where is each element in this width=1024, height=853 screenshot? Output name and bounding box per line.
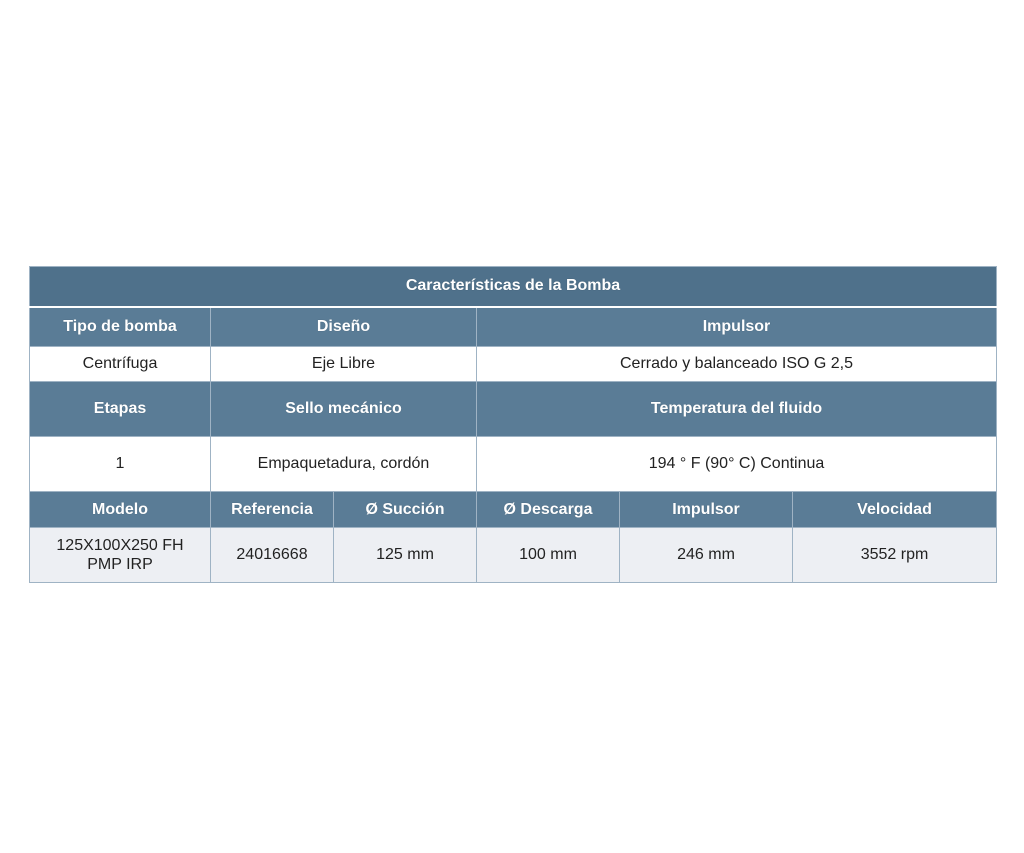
value-impulsor-2: 246 mm xyxy=(620,528,793,583)
header-succion: Ø Succión xyxy=(334,492,477,528)
header-diseno: Diseño xyxy=(211,307,477,347)
value-velocidad: 3552 rpm xyxy=(793,528,997,583)
header-temperatura: Temperatura del fluido xyxy=(477,382,997,437)
header-impulsor-1: Impulsor xyxy=(477,307,997,347)
value-modelo-line-2: PMP IRP xyxy=(87,556,153,573)
table-title: Características de la Bomba xyxy=(30,267,997,307)
header-impulsor-2: Impulsor xyxy=(620,492,793,528)
header-etapas: Etapas xyxy=(30,382,211,437)
value-modelo-line-1: 125X100X250 FH xyxy=(56,537,184,554)
header-velocidad: Velocidad xyxy=(793,492,997,528)
value-impulsor-1: Cerrado y balanceado ISO G 2,5 xyxy=(477,347,997,382)
header-tipo-de-bomba: Tipo de bomba xyxy=(30,307,211,347)
value-modelo xyxy=(30,528,211,583)
header-row-1 xyxy=(30,307,997,347)
value-row-1 xyxy=(30,347,997,382)
value-etapas: 1 xyxy=(30,437,211,492)
header-row-3 xyxy=(30,492,997,528)
table-title-row xyxy=(30,267,997,307)
value-temperatura: 194 ° F (90° C) Continua xyxy=(477,437,997,492)
header-referencia: Referencia xyxy=(211,492,334,528)
value-row-2 xyxy=(30,437,997,492)
value-sello-mecanico: Empaquetadura, cordón xyxy=(211,437,477,492)
header-descarga: Ø Descarga xyxy=(477,492,620,528)
value-row-3 xyxy=(30,528,997,583)
value-diseno: Eje Libre xyxy=(211,347,477,382)
value-referencia: 24016668 xyxy=(211,528,334,583)
header-row-2 xyxy=(30,382,997,437)
header-sello-mecanico: Sello mecánico xyxy=(211,382,477,437)
header-modelo: Modelo xyxy=(30,492,211,528)
value-succion: 125 mm xyxy=(334,528,477,583)
pump-characteristics-table xyxy=(29,266,997,583)
value-descarga: 100 mm xyxy=(477,528,620,583)
value-tipo-de-bomba: Centrífuga xyxy=(30,347,211,382)
